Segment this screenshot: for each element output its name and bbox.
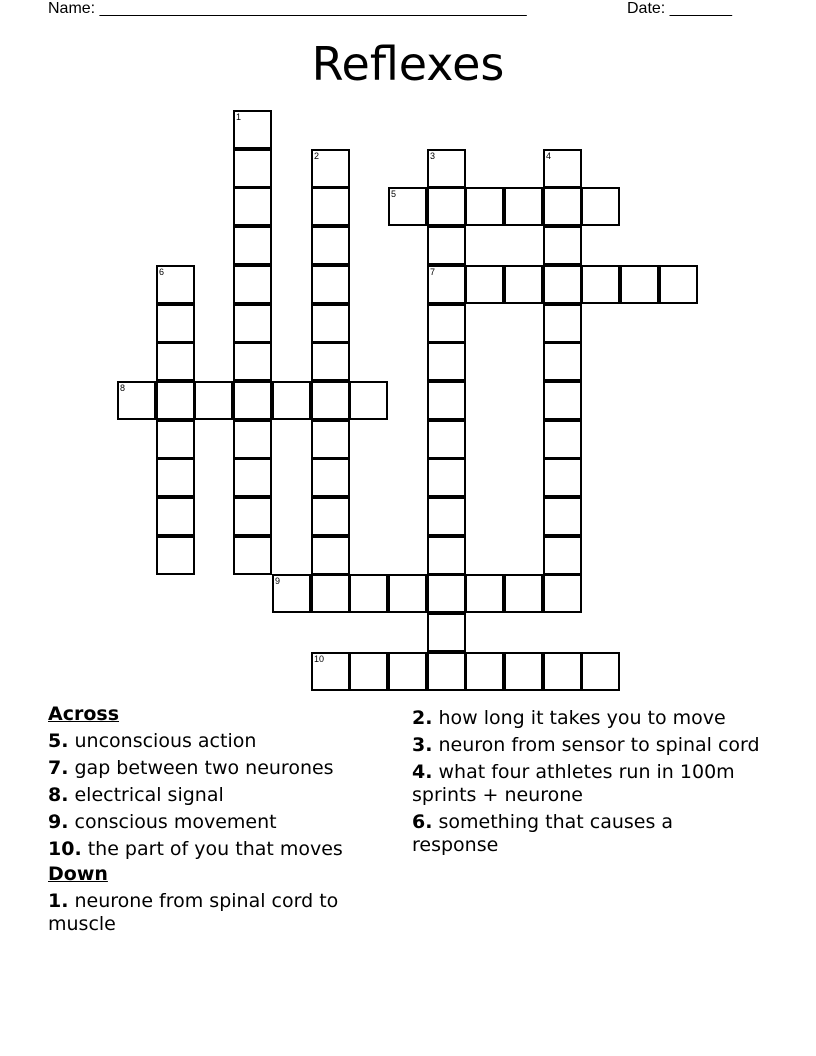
grid-cell[interactable] bbox=[311, 652, 350, 691]
grid-cell[interactable] bbox=[156, 381, 195, 420]
grid-cell[interactable] bbox=[233, 381, 272, 420]
grid-cell[interactable] bbox=[427, 497, 466, 536]
grid-cell[interactable] bbox=[117, 381, 156, 420]
clue-item-text: unconscious action bbox=[68, 730, 257, 752]
grid-cell[interactable] bbox=[156, 265, 195, 304]
clue-number: 9 bbox=[275, 576, 281, 586]
grid-cell[interactable] bbox=[233, 110, 272, 149]
clues-left-column bbox=[48, 703, 398, 936]
clue-item bbox=[412, 707, 762, 730]
clue-item-text: neurone from spinal cord to muscle bbox=[48, 890, 339, 935]
clue-item bbox=[48, 890, 398, 936]
clue-item-text: the part of you that moves bbox=[81, 838, 343, 860]
grid-cell[interactable] bbox=[543, 574, 582, 613]
clue-item bbox=[412, 811, 762, 857]
clue-item-text: gap between two neurones bbox=[68, 757, 334, 779]
grid-cell[interactable] bbox=[233, 342, 272, 381]
clue-number: 10 bbox=[314, 654, 325, 664]
grid-cell[interactable] bbox=[543, 304, 582, 343]
grid-cell[interactable] bbox=[156, 420, 195, 459]
grid-cell[interactable] bbox=[427, 420, 466, 459]
clue-item bbox=[48, 811, 398, 834]
grid-cell[interactable] bbox=[427, 381, 466, 420]
grid-cell[interactable] bbox=[233, 265, 272, 304]
grid-cell[interactable] bbox=[311, 342, 350, 381]
grid-cell[interactable] bbox=[349, 652, 388, 691]
grid-cell[interactable] bbox=[156, 536, 195, 575]
grid-cell[interactable] bbox=[311, 497, 350, 536]
grid-cell[interactable] bbox=[543, 226, 582, 265]
grid-cell[interactable] bbox=[504, 652, 543, 691]
clue-item-number: 5. bbox=[48, 730, 69, 752]
grid-cell[interactable] bbox=[272, 574, 311, 613]
grid-cell[interactable] bbox=[465, 652, 504, 691]
clue-item-number: 7. bbox=[48, 757, 69, 779]
grid-cell[interactable] bbox=[427, 613, 466, 652]
grid-cell[interactable] bbox=[427, 226, 466, 265]
clue-item-text: something that causes a response bbox=[412, 811, 674, 856]
clue-item-number: 2. bbox=[412, 707, 433, 729]
grid-cell[interactable] bbox=[156, 342, 195, 381]
grid-cell[interactable] bbox=[620, 265, 659, 304]
down-clue-list bbox=[48, 890, 398, 936]
grid-cell[interactable] bbox=[465, 265, 504, 304]
grid-cell[interactable] bbox=[504, 265, 543, 304]
grid-cell[interactable] bbox=[465, 574, 504, 613]
grid-cell[interactable] bbox=[543, 265, 582, 304]
grid-cell[interactable] bbox=[311, 536, 350, 575]
grid-cell[interactable] bbox=[427, 652, 466, 691]
clue-item bbox=[412, 761, 762, 807]
grid-cell[interactable] bbox=[349, 574, 388, 613]
grid-cell[interactable] bbox=[388, 652, 427, 691]
grid-cell[interactable] bbox=[311, 381, 350, 420]
grid-cell[interactable] bbox=[311, 420, 350, 459]
grid-cell[interactable] bbox=[581, 187, 620, 226]
grid-cell[interactable] bbox=[427, 149, 466, 188]
clue-item-number: 10. bbox=[48, 838, 82, 860]
grid-cell[interactable] bbox=[311, 458, 350, 497]
grid-cell[interactable] bbox=[543, 536, 582, 575]
grid-cell[interactable] bbox=[388, 187, 427, 226]
clues-right-column bbox=[412, 703, 762, 857]
grid-cell[interactable] bbox=[581, 652, 620, 691]
clue-item bbox=[48, 730, 398, 753]
name-field-label: Name: ________________________________________________ bbox=[48, 0, 527, 17]
grid-cell[interactable] bbox=[581, 265, 620, 304]
clue-item-text: what four athletes run in 100m sprints + neurone bbox=[412, 761, 735, 806]
clue-number: 7 bbox=[430, 267, 436, 277]
grid-cell[interactable] bbox=[427, 304, 466, 343]
grid-cell[interactable] bbox=[233, 187, 272, 226]
grid-cell[interactable] bbox=[156, 458, 195, 497]
grid-cell[interactable] bbox=[504, 574, 543, 613]
grid-cell[interactable] bbox=[427, 458, 466, 497]
grid-cell[interactable] bbox=[427, 574, 466, 613]
clue-number: 5 bbox=[391, 189, 397, 199]
clue-item bbox=[48, 757, 398, 780]
grid-cell[interactable] bbox=[504, 187, 543, 226]
down-clue-list-continued bbox=[412, 707, 762, 857]
clue-item bbox=[412, 734, 762, 757]
clue-number: 6 bbox=[159, 267, 165, 277]
grid-cell[interactable] bbox=[543, 652, 582, 691]
clue-item-text: electrical signal bbox=[68, 784, 224, 806]
grid-cell[interactable] bbox=[311, 574, 350, 613]
date-field-label: Date: _______ bbox=[627, 0, 732, 17]
clue-item-number: 4. bbox=[412, 761, 433, 783]
grid-cell[interactable] bbox=[427, 187, 466, 226]
grid-cell[interactable] bbox=[311, 187, 350, 226]
grid-cell[interactable] bbox=[543, 497, 582, 536]
down-heading: Down bbox=[48, 863, 108, 885]
grid-cell[interactable] bbox=[156, 497, 195, 536]
grid-cell[interactable] bbox=[194, 381, 233, 420]
clue-item bbox=[48, 838, 398, 861]
grid-cell[interactable] bbox=[388, 574, 427, 613]
grid-cell[interactable] bbox=[233, 226, 272, 265]
clue-number: 1 bbox=[236, 112, 242, 122]
grid-cell[interactable] bbox=[543, 420, 582, 459]
grid-cell[interactable] bbox=[427, 265, 466, 304]
clue-item-number: 1. bbox=[48, 890, 69, 912]
grid-cell[interactable] bbox=[543, 381, 582, 420]
grid-cell[interactable] bbox=[543, 458, 582, 497]
grid-cell[interactable] bbox=[311, 265, 350, 304]
clue-number: 2 bbox=[314, 151, 320, 161]
grid-cell[interactable] bbox=[427, 342, 466, 381]
grid-cell[interactable] bbox=[427, 536, 466, 575]
clue-item-text: how long it takes you to move bbox=[432, 707, 726, 729]
grid-cell[interactable] bbox=[311, 304, 350, 343]
grid-cell[interactable] bbox=[233, 497, 272, 536]
grid-cell[interactable] bbox=[659, 265, 698, 304]
grid-cell[interactable] bbox=[233, 536, 272, 575]
grid-cell[interactable] bbox=[349, 381, 388, 420]
clue-item-text: conscious movement bbox=[68, 811, 277, 833]
clue-item-number: 3. bbox=[412, 734, 433, 756]
clue-item-number: 6. bbox=[412, 811, 433, 833]
page-title: Reflexes bbox=[311, 37, 505, 91]
clue-item-number: 9. bbox=[48, 811, 69, 833]
grid-cell[interactable] bbox=[543, 149, 582, 188]
grid-cell[interactable] bbox=[233, 149, 272, 188]
grid-cell[interactable] bbox=[543, 187, 582, 226]
grid-cell[interactable] bbox=[311, 149, 350, 188]
clue-number: 3 bbox=[430, 151, 436, 161]
grid-cell[interactable] bbox=[233, 420, 272, 459]
clue-number: 8 bbox=[120, 383, 126, 393]
grid-cell[interactable] bbox=[272, 381, 311, 420]
clue-item bbox=[48, 784, 398, 807]
grid-cell[interactable] bbox=[543, 342, 582, 381]
clue-item-number: 8. bbox=[48, 784, 69, 806]
grid-cell[interactable] bbox=[233, 304, 272, 343]
across-clue-list bbox=[48, 730, 398, 861]
grid-cell[interactable] bbox=[156, 304, 195, 343]
grid-cell[interactable] bbox=[311, 226, 350, 265]
grid-cell[interactable] bbox=[233, 458, 272, 497]
grid-cell[interactable] bbox=[465, 187, 504, 226]
clue-number: 4 bbox=[546, 151, 552, 161]
across-heading: Across bbox=[48, 703, 120, 725]
clue-item-text: neuron from sensor to spinal cord bbox=[432, 734, 760, 756]
